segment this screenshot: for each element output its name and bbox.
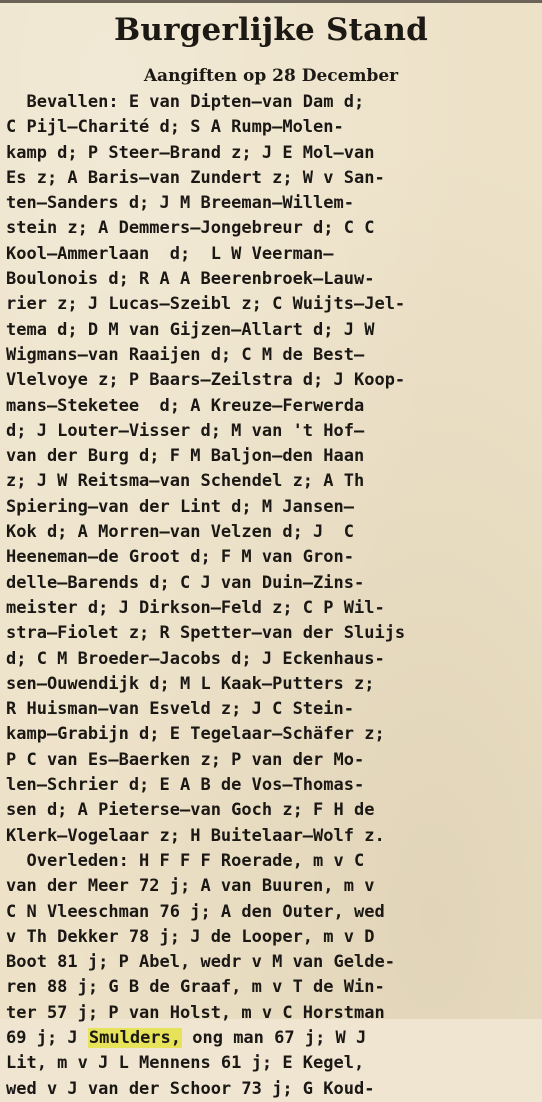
text-line: Kok d; A Morren—van Velzen d; J C [6,522,354,543]
article-body [6,90,536,1102]
text-line: delle—Barends d; C J van Duin—Zins- [6,572,365,593]
text-line: Bevallen: E van Dipten—van Dam d; [6,92,365,112]
text-line: P C van Es—Baerken z; P van der Mo- [6,749,365,770]
text-line: Klerk—Vogelaar z; H Buitelaar—Wolf z. [6,825,385,846]
text-line: Wigmans—van Raaijen d; C M de Best— [6,344,365,365]
text-line: wed v J van der Schoor 73 j; G Koud- [6,1078,375,1099]
text-line: tema d; D M van Gijzen—Allart d; J W [6,319,375,340]
text-line: Kool—Ammerlaan d; L W Veerman— [6,243,334,264]
text-line: kamp d; P Steer—Brand z; J E Mol—van [6,142,375,163]
text-line: stra—Fiolet z; R Spetter—van der Sluijs [6,623,406,644]
top-rule [0,0,542,3]
text-line: z; J W Reitsma—van Schendel z; A Th [6,471,365,492]
text-line: Spiering—van der Lint d; M Jansen— [6,496,354,517]
text-line: C N Vleeschman 76 j; A den Outer, wed [6,901,385,922]
text-segment: ong man 67 j; W J [182,1027,367,1048]
highlighted-name: Smulders, [88,1027,182,1048]
highlighted-line [6,1026,536,1051]
text-line: Lit, m v J L Mennens 61 j; E Kegel, [6,1053,365,1074]
text-line: stein z; A Demmers—Jongebreur d; C C [6,218,375,239]
text-line: rier z; J Lucas—Szeibl z; C Wuijts—Jel- [6,294,406,315]
text-line: Heeneman—de Groot d; F M van Gron- [6,547,354,568]
text-line: C Pijl—Charité d; S A Rump—Molen- [6,117,344,138]
text-line: Es z; A Baris—van Zundert z; W v San- [6,167,385,188]
text-line: d; C M Broeder—Jacobs d; J Eckenhaus- [6,648,385,669]
text-line: ten—Sanders d; J M Breeman—Willem- [6,193,354,214]
text-line: len—Schrier d; E A B de Vos—Thomas- [6,775,365,796]
text-line: R Huisman—van Esveld z; J C Stein- [6,699,354,720]
text-line: ter 57 j; P van Holst, m v C Horstman [6,1002,385,1023]
subheading: Aangiften op 28 December [143,66,399,86]
text-line: Boulonois d; R A A Beerenbroek—Lauw- [6,269,375,290]
text-line: Vlelvoye z; P Baars—Zeilstra d; J Koop- [6,370,406,391]
text-line: ren 88 j; G B de Graaf, m v T de Win- [6,977,385,998]
headline: Burgerlijke Stand [114,12,428,48]
text-line: Overleden: H F F F Roerade, m v C [6,850,365,871]
text-line: meister d; J Dirkson—Feld z; C P Wil- [6,597,385,618]
text-segment: 69 j; J [6,1027,88,1048]
text-line: v Th Dekker 78 j; J de Looper, m v D [6,926,375,947]
text-line: van der Burg d; F M Baljon—den Haan [6,446,365,467]
text-line: d; J Louter—Visser d; M van 't Hof— [6,420,365,441]
text-line: kamp—Grabijn d; E Tegelaar—Schäfer z; [6,724,385,745]
text-line: sen d; A Pieterse—van Goch z; F H de [6,800,375,821]
text-line: van der Meer 72 j; A van Buuren, m v [6,876,375,897]
text-line: mans—Steketee d; A Kreuze—Ferwerda [6,395,365,416]
text-line: Boot 81 j; P Abel, wedr v M van Gelde- [6,952,395,973]
text-line: sen—Ouwendijk d; M L Kaak—Putters z; [6,673,375,694]
